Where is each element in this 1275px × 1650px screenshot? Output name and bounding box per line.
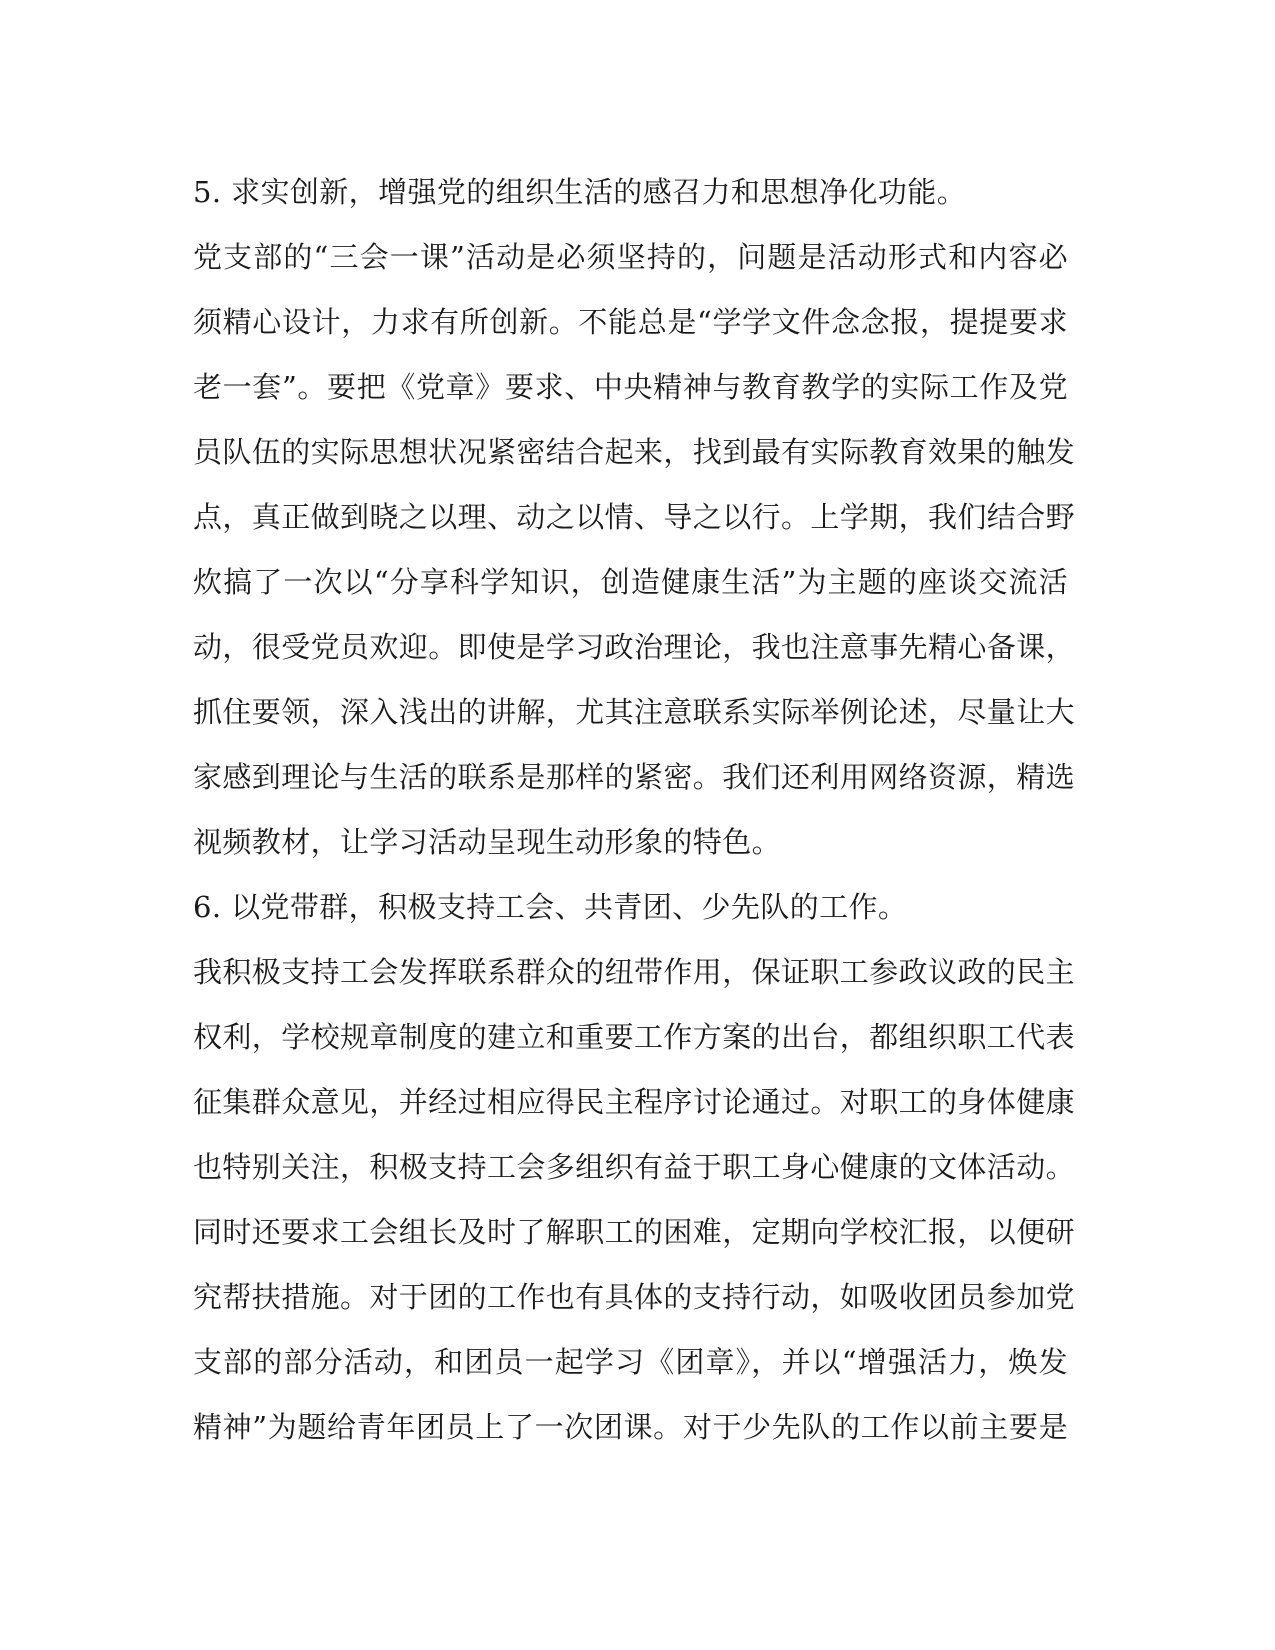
paragraph-line: 党支部的“三会一课”活动是必须坚持的，问题是活动形式和内容必 [193, 240, 1068, 274]
paragraph-line: 同时还要求工会组长及时了解职工的困难，定期向学校汇报，以便研 [193, 1215, 1076, 1249]
paragraph-line: 权利，学校规章制度的建立和重要工作方案的出台，都组织职工代表 [193, 1020, 1076, 1054]
paragraph-line: 究帮扶措施。对于团的工作也有具体的支持行动，如吸收团员参加党 [193, 1280, 1076, 1314]
paragraph-line: 支部的部分活动，和团员一起学习《团章》，并以“增强活力，焕发 [193, 1345, 1068, 1379]
section-heading-5: 5. 求实创新，增强党的组织生活的感召力和思想净化功能。 [193, 175, 967, 209]
paragraph-line: 点，真正做到晓之以理、动之以情、导之以行。上学期，我们结合野 [193, 500, 1076, 534]
paragraph-line: 视频教材，让学习活动呈现生动形象的特色。 [193, 825, 782, 859]
paragraph-line: 征集群众意见，并经过相应得民主程序讨论通过。对职工的身体健康 [193, 1085, 1076, 1119]
paragraph-line: 抓住要领，深入浅出的讲解，尤其注意联系实际举例论述，尽量让大 [193, 695, 1076, 729]
paragraph-line: 炊搞了一次以“分享科学知识，创造健康生活”为主题的座谈交流活 [193, 565, 1068, 599]
paragraph-line: 动，很受党员欢迎。即使是学习政治理论，我也注意事先精心备课， [193, 630, 1076, 664]
paragraph-line: 老一套”。要把《党章》要求、中央精神与教育教学的实际工作及党 [193, 370, 1068, 404]
paragraph-line: 员队伍的实际思想状况紧密结合起来，找到最有实际教育效果的触发 [193, 435, 1076, 469]
paragraph-line: 精神”为题给青年团员上了一次团课。对于少先队的工作以前主要是 [193, 1410, 1068, 1444]
paragraph-line: 须精心设计，力求有所创新。不能总是“学学文件念念报，提提要求 [193, 305, 1068, 339]
section-heading-6: 6. 以党带群，积极支持工会、共青团、少先队的工作。 [193, 890, 908, 924]
document-page [193, 160, 1076, 1460]
paragraph-line: 我积极支持工会发挥联系群众的纽带作用，保证职工参政议政的民主 [193, 955, 1076, 989]
paragraph-line: 也特别关注，积极支持工会多组织有益于职工身心健康的文体活动。 [193, 1150, 1076, 1184]
paragraph-line: 家感到理论与生活的联系是那样的紧密。我们还利用网络资源，精选 [193, 760, 1076, 794]
